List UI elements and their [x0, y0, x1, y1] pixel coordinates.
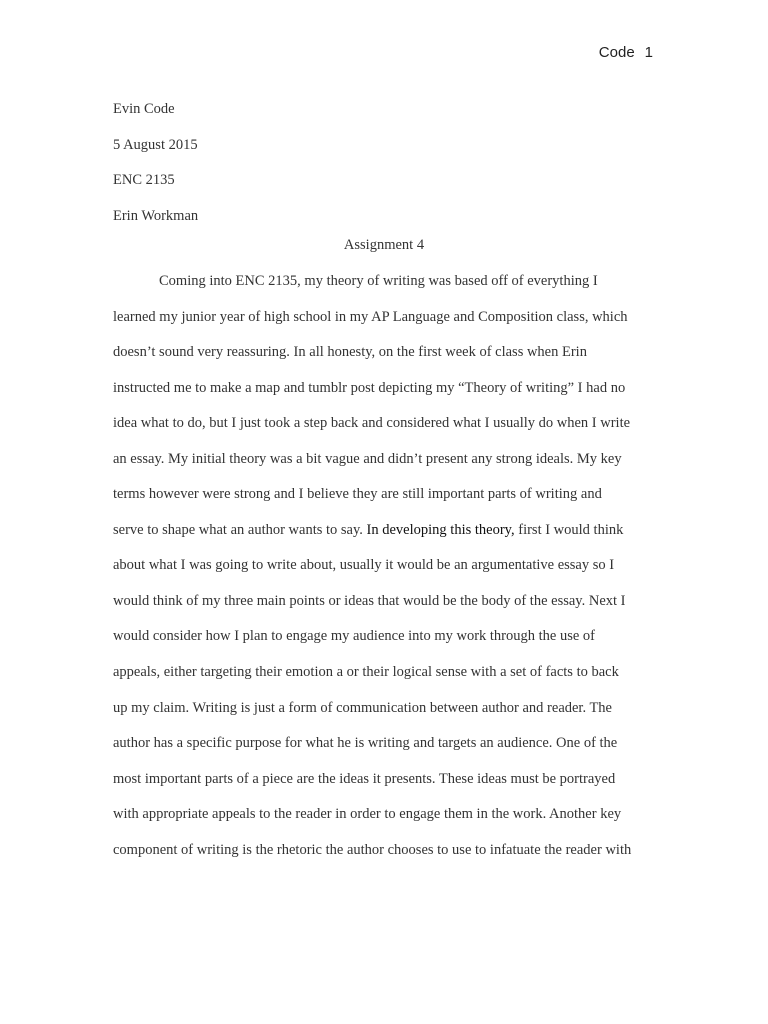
body-line: terms however were strong and I believe they are still important parts of writing and [113, 486, 602, 503]
highlighted-phrase: In developing this theory, [362, 521, 515, 538]
mla-heading [113, 92, 198, 234]
essay-title: Assignment 4 [343, 237, 425, 253]
header-surname: Code [598, 44, 635, 61]
body-line: component of writing is the rhetoric the author chooses to use to infatuate the reader with [113, 841, 632, 858]
body-line: with appropriate appeals to the reader in order to engage them in the work. Another key [113, 806, 622, 823]
body-line: about what I was going to write about, usually it would be an argumentative essay so I [113, 557, 615, 574]
body-line: instructed me to make a map and tumblr post depicting my “Theory of writing” I had no [113, 379, 626, 396]
body-line: most important parts of a piece are the ideas it presents. These ideas must be portrayed [113, 770, 616, 787]
body-line: would think of my three main points or ideas that would be the body of the essay. Next I [113, 592, 626, 609]
page-number: 1 [644, 44, 653, 61]
body-line [113, 519, 655, 555]
body-line: would consider how I plan to engage my audience into my work through the use of [113, 628, 596, 645]
body-line: up my claim. Writing is just a form of communication between author and reader. The [113, 699, 612, 716]
body-line: learned my junior year of high school in my AP Language and Composition class, which [113, 308, 628, 325]
body-line: Coming into ENC 2135, my theory of writing was based off of everything I [159, 273, 598, 289]
course-line: ENC 2135 [113, 172, 175, 189]
body-line: idea what to do, but I just took a step back and considered what I usually do when I write [113, 415, 631, 432]
date-line: 5 August 2015 [113, 136, 198, 153]
body-line: an essay. My initial theory was a bit vague and didn’t present any strong ideals. My key [113, 450, 622, 467]
body-line: appeals, either targeting their emotion a or their logical sense with a set of facts to back [113, 664, 619, 681]
student-name: Evin Code [113, 101, 175, 117]
body-line-start: serve to shape what an author wants to say. [113, 521, 363, 538]
running-header [599, 44, 653, 61]
body-line: doesn’t sound very reassuring. In all honesty, on the first week of class when Erin [113, 344, 587, 361]
instructor-line: Erin Workman [113, 207, 199, 224]
body-line: author has a specific purpose for what he is writing and targets an audience. One of the [113, 735, 618, 752]
body-line-tail: first I would think [514, 521, 624, 538]
essay-body [113, 270, 655, 874]
